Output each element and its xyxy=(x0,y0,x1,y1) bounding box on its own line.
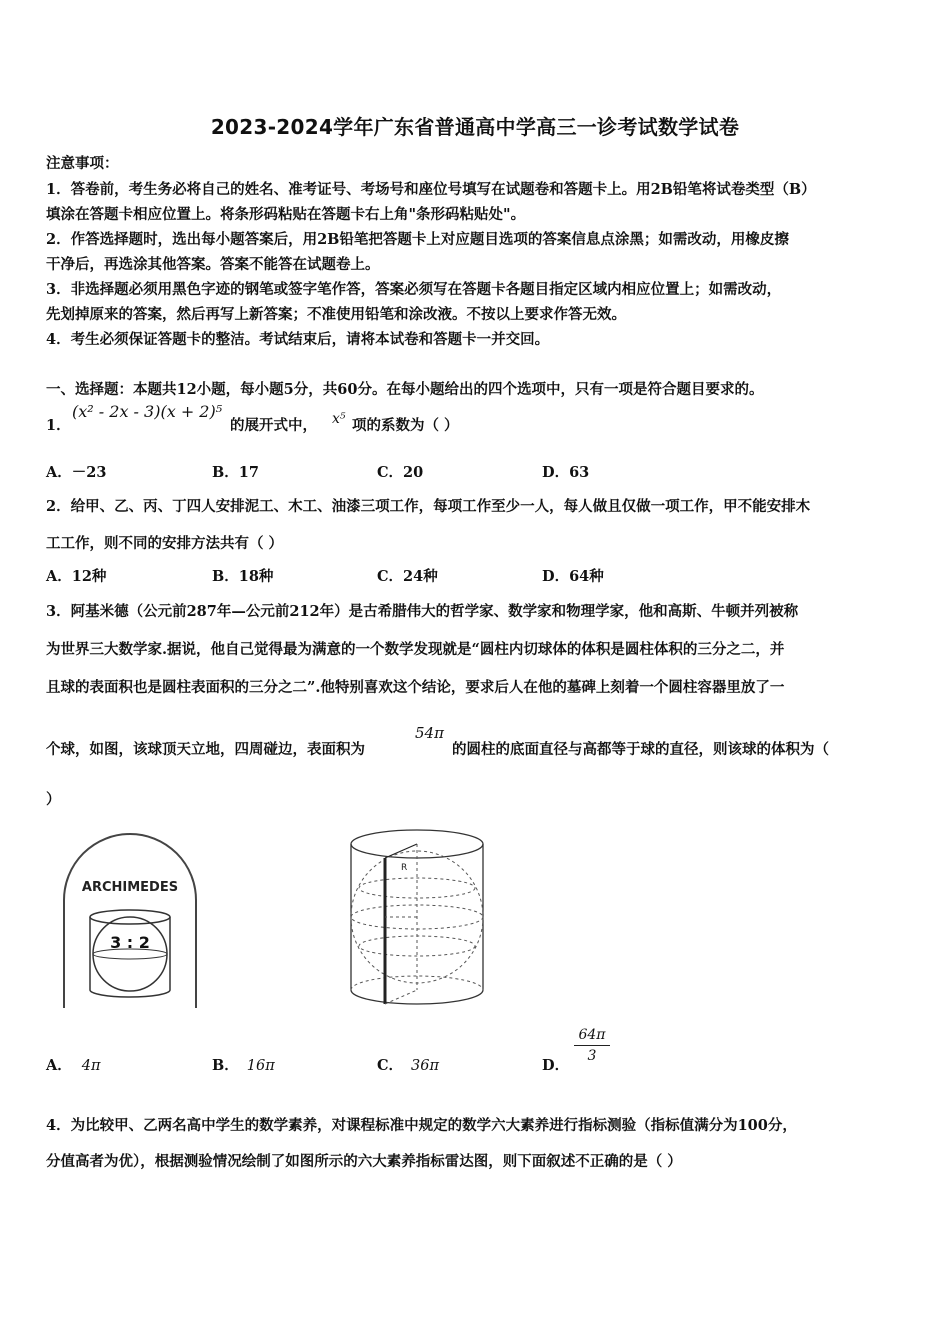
q1-option-b[interactable]: B．17 xyxy=(212,464,259,481)
tomb-label: ARCHIMEDES xyxy=(81,880,179,895)
section-1-heading: 一、选择题：本题共12小题，每小题5分，共60分。在每小题给出的四个选项中，只有一项是符合题目要求的。 xyxy=(46,381,764,398)
q1-expression: (x² - 2x - 3)(x + 2)⁵ xyxy=(72,402,223,421)
q2-line-2: 工工作，则不同的安排方法共有（ ） xyxy=(46,535,284,552)
notice-line-6: 先划掉原来的答案，然后再写上新答案；不准使用铅笔和涂改液。不按以上要求作答无效。 xyxy=(46,306,626,323)
q1-option-a[interactable]: A．－23 xyxy=(46,464,107,481)
notice-line-1: 1．答卷前，考生务必将自己的姓名、准考证号、考场号和座位号填写在试题卷和答题卡上。用2B铅笔将试卷类型（B） xyxy=(46,181,816,198)
q3-option-a[interactable] xyxy=(46,1054,101,1075)
q3-line-5: ） xyxy=(46,791,61,808)
cylinder-sphere-figure xyxy=(345,826,490,1006)
notice-line-2: 填涂在答题卡相应位置上。将条形码粘贴在答题卡右上角"条形码粘贴处"。 xyxy=(46,206,526,223)
q1-text-b: 项的系数为（ ） xyxy=(352,417,459,434)
q3-option-d-numerator: 64π xyxy=(578,1027,606,1043)
q3-line-4b: 的圆柱的底面直径与高都等于球的直径，则该球的体积为（ xyxy=(452,741,829,758)
q3-option-b-value: 16π xyxy=(246,1058,275,1074)
q3-option-a-value: 4π xyxy=(81,1058,101,1074)
notice-line-5: 3．非选择题必须用黑色字迹的钢笔或签字笔作答，答案必须写在答题卡各题目指定区域内相应位置上；如需改动， xyxy=(46,281,782,298)
notice-heading: 注意事项： xyxy=(46,155,119,172)
q3-line-2: 为世界三大数学家.据说，他自己觉得最为满意的一个数学发现就是“圆柱内切球体的体积是圆柱体积的三分之二，并 xyxy=(46,641,785,658)
q2-option-c[interactable]: C．24种 xyxy=(377,568,438,585)
q3-option-c-value: 36π xyxy=(411,1058,440,1074)
q2-line-1: 2．给甲、乙、丙、丁四人安排泥工、木工、油漆三项工作，每项工作至少一人，每人做且仅做一项工作，甲不能安排木 xyxy=(46,498,811,515)
q3-option-b[interactable] xyxy=(212,1054,275,1075)
q3-line-4a: 个球，如图，该球顶天立地，四周碰边，表面积为 xyxy=(46,741,365,758)
notice-line-3: 2．作答选择题时，选出每小题答案后，用2B铅笔把答题卡上对应题目选项的答案信息点涂黑；如需改动，用橡皮擦 xyxy=(46,231,789,248)
q1-option-d[interactable]: D．63 xyxy=(542,464,590,481)
q3-option-d-fraction xyxy=(574,1027,610,1064)
q3-option-b-label: B． xyxy=(212,1057,239,1074)
q3-line-3: 且球的表面积也是圆柱表面积的三分之二”.他特别喜欢这个结论，要求后人在他的墓碑上刻着一个圆柱容器里放了一 xyxy=(46,679,785,696)
q1-term: x⁵ xyxy=(332,411,346,427)
q2-option-a[interactable]: A．12种 xyxy=(46,568,107,585)
q2-option-b[interactable]: B．18种 xyxy=(212,568,274,585)
q3-option-c[interactable] xyxy=(377,1054,439,1075)
q3-line-1: 3．阿基米德（公元前287年—公元前212年）是古希腊伟大的哲学家、数学家和物理学家，他和高斯、牛顿并列被称 xyxy=(46,603,799,620)
q1-option-c[interactable]: C．20 xyxy=(377,464,424,481)
q3-option-d-label: D． xyxy=(542,1057,570,1074)
q3-option-d-denominator: 3 xyxy=(587,1048,597,1064)
archimedes-tomb-figure xyxy=(60,830,200,1012)
q3-option-d[interactable] xyxy=(542,1054,569,1075)
exam-title: 2023-2024学年广东省普通高中学高三一诊考试数学试卷 xyxy=(210,115,740,139)
q4-line-1: 4．为比较甲、乙两名高中学生的数学素养，对课程标准中规定的数学六大素养进行指标测验（指标值满分为100分， xyxy=(46,1117,797,1134)
q4-line-2: 分值高者为优），根据测验情况绘制了如图所示的六大素养指标雷达图，则下面叙述不正确的是（ ） xyxy=(46,1153,682,1170)
q2-option-d[interactable]: D．64种 xyxy=(542,568,604,585)
radius-label: R xyxy=(401,863,408,873)
q3-option-c-label: C． xyxy=(377,1057,404,1074)
q1-number: 1． xyxy=(46,417,71,434)
notice-line-7: 4．考生必须保证答题卡的整洁。考试结束后，请将本试卷和答题卡一并交回。 xyxy=(46,331,550,348)
q3-area: 54π xyxy=(415,724,444,742)
q3-option-a-label: A． xyxy=(46,1057,72,1074)
q1-text-a: 的展开式中， xyxy=(230,417,317,434)
ratio-label: 3 : 2 xyxy=(110,933,150,952)
notice-line-4: 干净后，再选涂其他答案。答案不能答在试题卷上。 xyxy=(46,256,380,273)
